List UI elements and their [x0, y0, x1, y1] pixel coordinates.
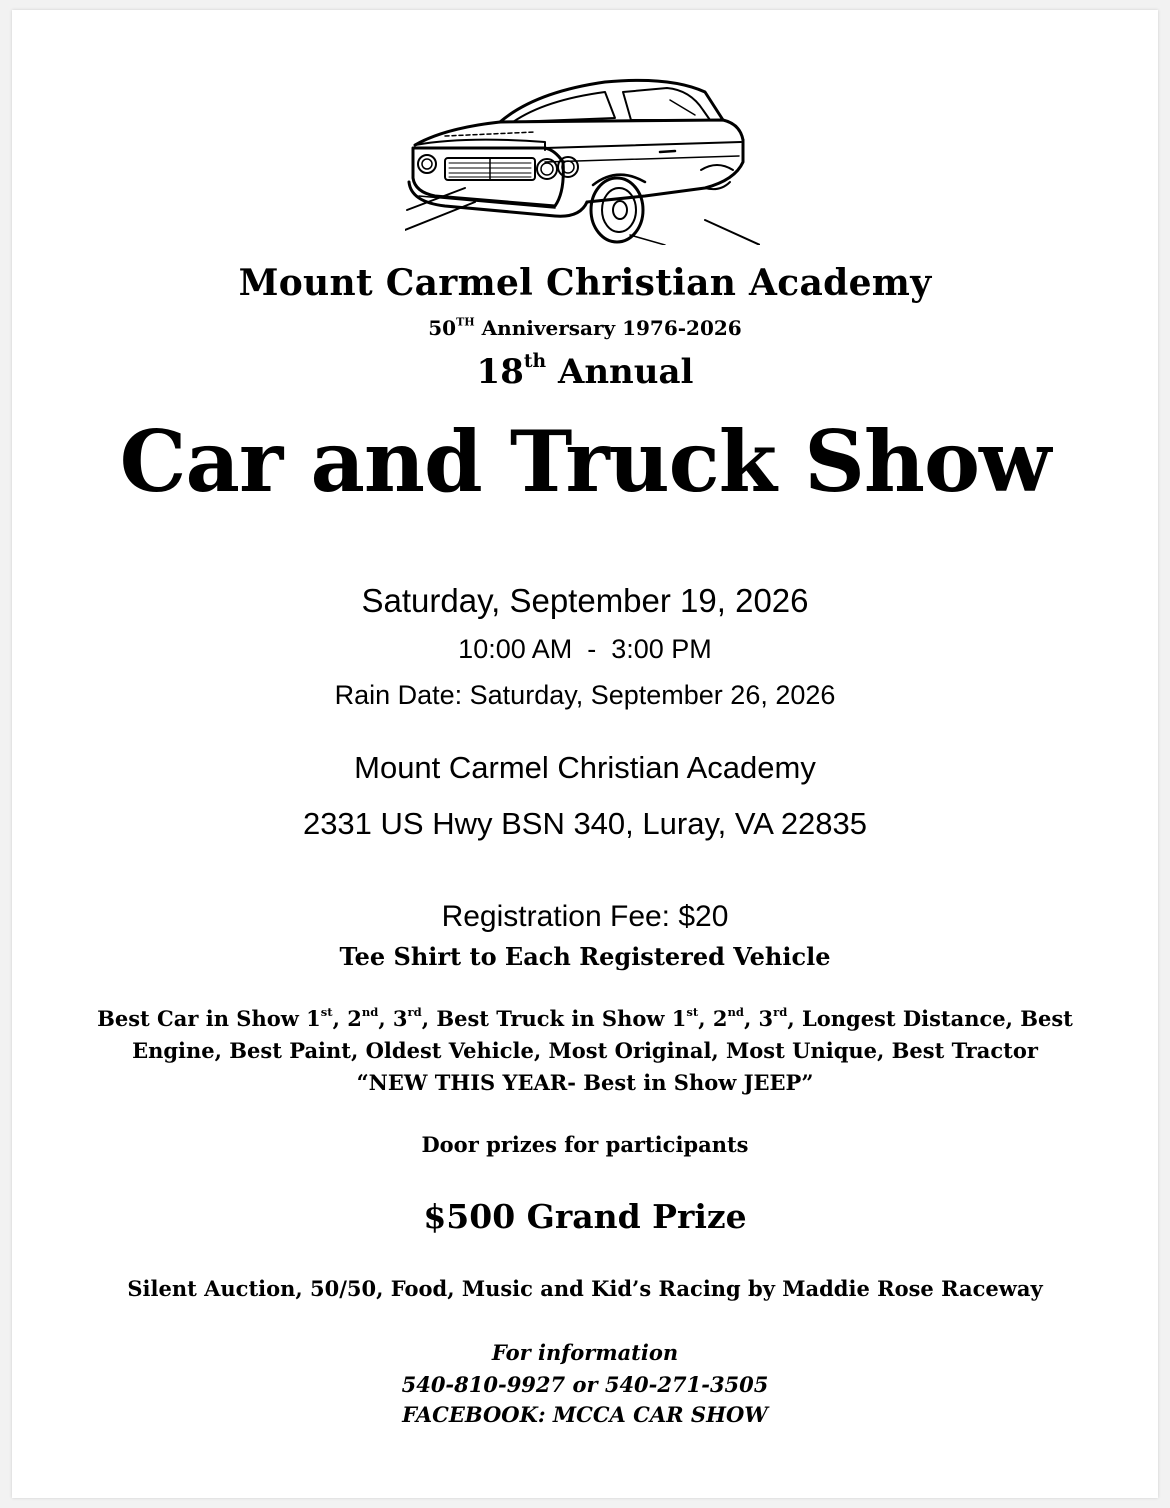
annual-number: 18 — [476, 352, 524, 392]
show-title: Car and Truck Show — [119, 412, 1051, 511]
awards-text: , 3 — [743, 1006, 774, 1031]
annual-ordinal: th — [523, 350, 547, 373]
event-time: 10:00 AM - 3:00 PM — [458, 634, 712, 664]
ordinal-suffix: st — [686, 1005, 699, 1020]
awards-text: , 3 — [378, 1006, 408, 1031]
ordinal-suffix: nd — [361, 1005, 379, 1020]
event-extras: Silent Auction, 50/50, Food, Music and Kid’s Racing by Maddie Rose Raceway — [127, 1276, 1043, 1301]
awards-text: , Longest Distance, Best — [787, 1006, 1073, 1031]
annual-line — [0, 352, 1170, 392]
contact-phones: 540-810-9927 or 540-271-3505 — [401, 1372, 769, 1397]
awards-line-3: “NEW THIS YEAR- Best in Show JEEP” — [356, 1070, 814, 1095]
registration-fee: Registration Fee: $20 — [441, 900, 729, 933]
awards-text: , Best Truck in Show 1 — [421, 1006, 687, 1031]
anniversary-number: 50 — [428, 316, 457, 340]
awards-text: , 2 — [698, 1006, 728, 1031]
door-prizes: Door prizes for participants — [421, 1132, 749, 1157]
grand-prize: $500 Grand Prize — [423, 1197, 747, 1236]
event-date: Saturday, September 19, 2026 — [361, 582, 809, 619]
contact-heading: For information — [491, 1340, 679, 1365]
awards-line-2: Engine, Best Paint, Oldest Vehicle, Most Original, Most Unique, Best Tractor — [132, 1038, 1038, 1063]
anniversary-text: Anniversary 1976-2026 — [474, 316, 742, 340]
awards-line-1 — [0, 1006, 1170, 1031]
venue-address: 2331 US Hwy BSN 340, Luray, VA 22835 — [302, 806, 868, 841]
venue-name: Mount Carmel Christian Academy — [354, 750, 816, 785]
ordinal-suffix: st — [320, 1005, 333, 1020]
ordinal-suffix: rd — [773, 1005, 788, 1020]
school-name: Mount Carmel Christian Academy — [238, 262, 932, 304]
rain-date: Rain Date: Saturday, September 26, 2026 — [334, 680, 836, 710]
awards-text: , 2 — [332, 1006, 362, 1031]
ordinal-suffix: rd — [407, 1005, 422, 1020]
annual-text: Annual — [546, 352, 694, 392]
ordinal-suffix: nd — [727, 1005, 744, 1020]
registration-perk: Tee Shirt to Each Registered Vehicle — [339, 942, 831, 971]
contact-facebook: FACEBOOK: MCCA CAR SHOW — [402, 1402, 768, 1427]
anniversary-ordinal: TH — [456, 315, 475, 329]
awards-text: Best Car in Show 1 — [97, 1006, 321, 1031]
classic-car-illustration — [405, 70, 760, 245]
anniversary-line — [0, 316, 1170, 340]
